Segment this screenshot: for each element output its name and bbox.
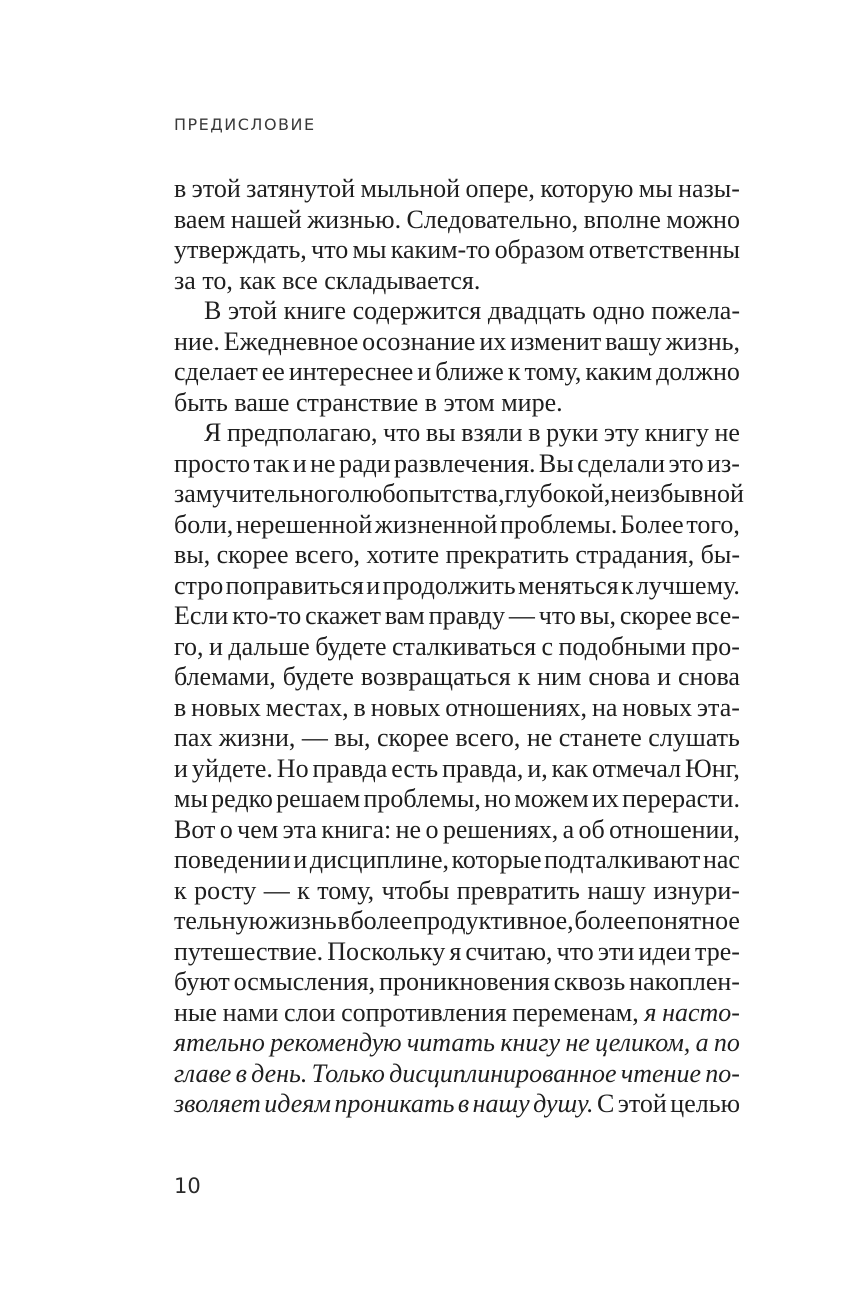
text-line [174,1089,740,1120]
word: поправиться [225,570,364,600]
word: это [668,448,704,478]
word: как [239,265,276,295]
word: Вот [174,814,216,844]
word: отношении, [609,814,740,844]
text-line [174,967,740,998]
word: любопытства, [349,479,505,508]
word: их [479,326,507,356]
text-line [174,357,740,388]
word: страдания, [575,540,695,569]
word: в [235,1058,247,1088]
word: зволяет [174,1089,261,1118]
word: эту [603,418,640,447]
word: об [578,814,605,844]
text-line [174,906,740,937]
word: все [282,265,318,295]
word: можем [514,784,589,813]
word: Поскольку [327,936,446,966]
word: к [297,875,310,905]
word: поведении [174,845,291,874]
word: будете [315,631,387,661]
word: вашу [605,326,662,356]
word: понятное [637,906,740,935]
word: эта- [696,692,740,722]
word: будете [282,662,354,691]
word: всего, [294,540,360,569]
word: ятельно [174,1028,265,1057]
word: новых [622,692,692,722]
word: Если [174,601,229,630]
word: боли, [174,509,234,539]
word: пах [174,723,213,752]
word: дисциплинированное [389,1058,617,1088]
word: читать [406,1028,495,1057]
word: к [174,875,187,905]
word: я [449,936,462,966]
text-line [174,662,740,693]
word: снова [588,662,651,691]
word: слушать [648,723,740,752]
word: более [350,906,413,935]
word: Ежедневное [223,326,359,356]
paragraph [174,174,740,296]
word: по- [705,1058,740,1088]
text-line [174,296,740,327]
word: сквозь [553,967,626,996]
word: нашей [230,204,302,234]
word: и [417,357,432,386]
word: проблемы, [363,784,481,813]
word: тому, [524,357,582,386]
word: книге [283,296,346,325]
word: не [395,814,422,844]
word: можно [666,204,740,234]
word: как [551,753,589,783]
word: сделает [174,357,258,386]
word: редко [211,784,273,813]
word: скорее [376,723,449,752]
word: книгу [644,418,709,447]
word: ваше [234,387,290,417]
word: слои [284,997,336,1027]
word: про- [691,631,740,661]
word: тельную [174,906,269,935]
word: не [565,1028,590,1057]
text-line [174,174,740,205]
word: ближе [435,357,504,386]
word: так [253,448,290,478]
word: считаю, [465,936,553,966]
word: на [591,692,618,722]
word: из- [707,448,740,478]
word: быть [174,387,228,417]
page-number: 10 [174,1174,201,1198]
word: сопротивления [341,997,507,1027]
paragraph [174,296,740,418]
word: эта [282,814,317,844]
word: накоплен- [629,967,740,996]
word: более [574,906,637,935]
word: не [526,723,553,752]
word: дисциплине, [309,845,450,874]
word: сталкиваться [392,631,537,661]
word: С [596,1089,615,1118]
word: ним [537,662,582,691]
text-line [174,723,740,754]
word: Вы [538,448,574,478]
word: всего, [455,723,521,752]
word: которую [540,174,634,203]
word: правда [312,753,388,783]
word: осмысления, [233,967,376,996]
body-text [174,174,744,1120]
word: не [714,418,740,447]
word: а [562,814,575,844]
word: правду [428,601,505,630]
word: и [366,570,381,600]
word: развлечения. [394,448,536,478]
word: насто- [662,997,740,1027]
word: кто-то [232,601,302,630]
word: превратить [456,875,580,905]
word: что [556,936,594,966]
word: жизни, [218,723,296,752]
word: идеи [638,936,691,966]
word: этой [227,296,278,325]
text-line [174,632,740,663]
text-line [174,571,740,602]
word: складывается. [324,265,481,295]
word: рекомендую [270,1028,402,1057]
word: — [508,601,535,630]
text-line [174,998,740,1029]
word: отмечал [591,753,682,783]
word: осознание [362,326,476,356]
word: возвращаться [360,662,511,691]
word: проникновения [379,967,550,996]
word: мы [638,174,673,203]
word: изменит [510,326,602,356]
text-line [174,418,740,449]
word: Более [620,509,684,539]
word: нас [702,845,740,874]
word: целиком, [595,1028,691,1057]
word: по [713,1028,740,1057]
word: — [301,723,328,752]
word: бы- [700,540,740,569]
word: о [425,814,439,844]
word: подталкивают [544,845,701,874]
word: местах, [265,692,349,722]
word: отношениях, [445,692,588,722]
word: но [484,784,512,813]
text-line [174,449,740,480]
word: вы [425,418,456,447]
text-line [174,815,740,846]
word: жизнью. [307,204,402,234]
word: содержится [352,296,482,325]
word: сделали [577,448,666,478]
word: хотите [366,540,440,569]
word: чтобы [381,875,450,905]
word: буют [174,967,230,996]
word: к [507,357,521,386]
word: я [644,997,657,1027]
word: назы- [678,174,740,203]
word: чем [237,814,279,844]
word: и, [527,753,548,783]
text-line [174,601,740,632]
word: нашу [472,1089,530,1118]
word: в [174,692,187,722]
word: вполне [583,204,661,234]
word: затянутой [246,174,356,203]
text-line [174,1059,740,1090]
word: этом [443,387,495,417]
word: новых [191,692,261,722]
word: то, [202,265,233,295]
word: жизнь, [665,326,740,356]
word: продолжить [382,570,516,600]
text-line [174,388,740,419]
word: тре- [695,936,740,966]
text-line [174,693,740,724]
word: двадцать [487,296,586,325]
word: к [517,662,531,691]
word: целью [670,1089,740,1118]
word: лучшему. [635,570,740,600]
word: есть [391,753,439,783]
word: снова [677,662,740,691]
word: интереснее [288,357,414,386]
text-line [174,784,740,815]
text-line [174,1028,740,1059]
word: прекратить [445,540,570,569]
word: что [311,235,349,264]
word: опере, [465,174,535,203]
word: в [174,174,187,203]
word: го, [174,631,204,661]
word: и [292,448,307,478]
word: чтение [620,1058,701,1088]
word: одно [592,296,645,325]
word: проблемы. [499,509,618,539]
word: день. [251,1058,308,1088]
word: скорее [216,540,289,569]
word: утверждать, [174,235,307,264]
word: решениях, [442,814,559,844]
word: должно [656,357,740,386]
word: Только [311,1058,385,1088]
word: и [293,845,308,874]
word: мыльной [360,174,461,203]
word: которые [451,845,542,874]
word: Но [276,753,309,783]
word: вы, [334,723,371,752]
word: в [337,906,350,935]
word: новых [370,692,441,722]
word: жизненной [374,509,498,539]
word: каким-то [390,235,491,264]
text-line [174,205,740,236]
word: их [591,784,619,813]
word: ответственны [588,235,740,264]
word: и [174,753,188,783]
text-line [174,235,740,266]
text-line [174,876,740,907]
word: путешествие. [174,936,324,966]
word: не [310,448,336,478]
word: что [538,601,576,630]
word: вам [384,601,425,630]
word: мы [174,784,208,813]
word: дальше [228,631,310,661]
word: за [174,265,196,295]
word: неизбывной [610,479,744,508]
word: главе [174,1058,232,1088]
word: в [528,418,541,447]
word: станете [558,723,642,752]
word: идеям [264,1089,331,1118]
word: правда, [442,753,524,783]
word: подобными [558,631,686,661]
word: с [541,631,554,661]
word: того, [686,509,740,539]
word: уйдете. [191,753,273,783]
word: переменам, [512,997,639,1027]
word: скажет [305,601,381,630]
word: в [353,692,366,722]
word: в [424,387,438,417]
word: Следовательно, [406,204,579,234]
word: блемами, [174,662,276,691]
text-line [174,510,740,541]
word: нами [222,997,279,1027]
running-header: ПРЕДИСЛОВИЕ [174,115,316,134]
word: проникать [334,1089,455,1118]
word: продуктивное, [413,906,574,935]
word: этой [191,174,241,203]
word: тому, [317,875,375,905]
word: нерешенной [235,509,373,539]
text-line [174,845,740,876]
word: каким [585,357,653,386]
word: мучительного [195,479,350,508]
word: мы [352,235,387,264]
word: вы, [174,540,211,569]
word: ради [338,448,391,478]
paragraph [174,418,744,1120]
word: пожела- [651,296,740,325]
word: образом [494,235,585,264]
word: ваем [174,204,226,234]
word: и [209,631,223,661]
word: вы, [579,601,616,630]
text-line [174,754,740,785]
word: — [263,875,290,905]
word: книга: [321,814,392,844]
word: и [657,662,672,691]
word: Я [204,418,222,447]
word: ее [261,357,285,386]
word: нашу [587,875,646,905]
word: к [620,570,634,600]
word: Юнг, [685,753,740,783]
text-line [174,937,740,968]
word: все- [695,601,740,630]
word: руки [546,418,599,447]
word: странствие [295,387,419,417]
word: взяли [461,418,523,447]
word: стро [174,570,224,600]
word: за [174,479,196,508]
word: жизнь [268,906,337,935]
text-line [174,540,740,571]
text-line [174,327,740,358]
word: в [457,1089,470,1118]
word: эти [597,936,635,966]
word: ные [174,997,217,1027]
word: изнури- [653,875,740,905]
word: скорее [619,601,692,630]
word: этой [617,1089,667,1118]
paragraphs-container [174,174,744,1120]
word: просто [174,448,251,478]
word: меняться [518,570,619,600]
text-line [174,479,744,510]
word: решаем [276,784,361,813]
word: книгу [500,1028,561,1057]
word: ние. [174,326,220,356]
word: что [383,418,421,447]
word: перерасти. [622,784,740,813]
word: а [695,1028,709,1057]
word: предполагаю, [226,418,378,447]
word: росту [194,875,257,905]
word: мире. [501,387,563,417]
word: глубокой, [504,479,611,508]
word: В [204,296,222,325]
text-line [174,266,740,297]
word: о [219,814,233,844]
word: душу. [533,1089,594,1118]
